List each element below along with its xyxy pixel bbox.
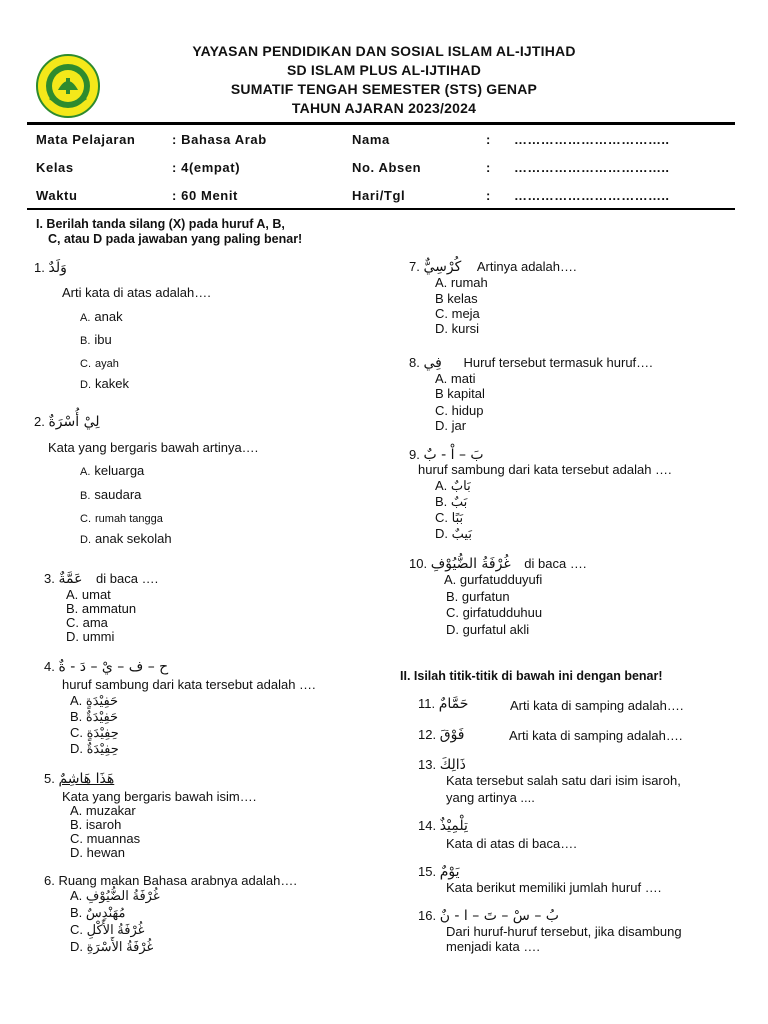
q3-option-c[interactable]: C. ama — [66, 615, 108, 630]
q5-option-b[interactable]: B. isaroh — [70, 817, 122, 832]
q9-arabic: بَ – اْ - بٌ — [423, 447, 484, 463]
q3-option-d[interactable]: D. ummi — [66, 629, 115, 644]
date-field[interactable]: …………………………….. — [514, 188, 670, 203]
q5-option-d[interactable]: D. hewan — [70, 845, 125, 860]
q9-number: 9. — [409, 447, 420, 462]
q10-number: 10. — [409, 556, 428, 571]
q1-text: Arti kata di atas adalah…. — [62, 285, 211, 300]
top-divider — [27, 122, 735, 125]
q5-text: Kata yang bergaris bawah isim…. — [62, 789, 257, 804]
q13-text-cont: yang artinya .... — [446, 790, 535, 805]
question-15 — [418, 864, 460, 880]
q11-number: 11. — [418, 696, 436, 711]
q13-arabic: ذَالِكَ — [439, 757, 466, 773]
date-label: Hari/Tgl — [352, 188, 406, 203]
question-2 — [34, 414, 100, 430]
q13-text: Kata tersebut salah satu dari isim isaroh, — [446, 773, 681, 788]
time-value: : 60 Menit — [172, 188, 238, 203]
absence-number-label: No. Absen — [352, 160, 422, 175]
q2-option-b[interactable]: B. saudara — [80, 487, 142, 502]
q8-text: Huruf tersebut termasuk huruf…. — [463, 355, 653, 370]
q8-option-b[interactable]: B kapital — [435, 386, 485, 401]
question-6: 6. Ruang makan Bahasa arabnya adalah…. — [44, 873, 297, 888]
q3-number: 3. — [44, 571, 55, 586]
date-colon: : — [486, 188, 491, 203]
q9-option-b[interactable]: B. بَبٌ — [435, 494, 468, 509]
q6-option-b[interactable]: B. مُهَنْدِسٌ — [70, 905, 126, 920]
q1-option-c[interactable]: C. ayah — [80, 358, 119, 370]
name-label: Nama — [352, 132, 390, 147]
q5-arabic: هَذَا هَاشِمٌ — [58, 771, 115, 787]
q4-text: huruf sambung dari kata tersebut adalah …. — [62, 677, 316, 692]
q7-option-c[interactable]: C. meja — [435, 306, 480, 321]
q4-option-c[interactable]: C. حِفِيْدَةٍ — [70, 725, 119, 740]
q16-number: 16. — [418, 908, 437, 923]
question-9 — [409, 447, 484, 463]
subject-label: Mata Pelajaran — [36, 132, 136, 147]
q15-arabic: يَوْمٌ — [439, 864, 460, 880]
q10-text: di baca …. — [524, 556, 587, 571]
q10-option-c[interactable]: C. girfatudduhuu — [446, 605, 543, 620]
q2-arabic: لِيْ أُسْرَةٌ — [48, 414, 100, 430]
q5-number: 5. — [44, 771, 55, 786]
q10-option-b[interactable]: B. gurfatun — [446, 589, 510, 604]
academic-year: TAHUN AJARAN 2023/2024 — [291, 100, 477, 116]
q12-arabic: فَوْقَ — [439, 727, 465, 743]
q5-option-c[interactable]: C. muannas — [70, 831, 141, 846]
absence-colon: : — [486, 160, 491, 175]
q6-option-d[interactable]: D. غُرْفَةُ الأَسْرَةِ — [70, 939, 154, 954]
question-10 — [409, 556, 586, 572]
q4-number: 4. — [44, 659, 55, 674]
q10-arabic: غُرْفَةُ الضُّيُوْفِ — [430, 556, 511, 572]
question-4 — [44, 659, 168, 675]
section-1-instruction: I. Berilah tanda silang (X) pada huruf A, B, — [36, 217, 285, 231]
q7-option-d[interactable]: D. kursi — [435, 321, 480, 336]
q16-arabic: بُ – سْ – تَ – ا - نٌ — [439, 908, 559, 924]
question-16 — [418, 908, 559, 924]
q9-option-d[interactable]: D. بَيبٌ — [435, 526, 472, 541]
question-13 — [418, 757, 466, 773]
time-label: Waktu — [36, 188, 78, 203]
section-1-instruction-cont: C, atau D pada jawaban yang paling benar! — [48, 232, 303, 246]
q3-option-a[interactable]: A. umat — [66, 587, 111, 602]
q4-option-a[interactable]: A. حَفِيْدَةٍ — [70, 693, 119, 708]
foundation-name: YAYASAN PENDIDIKAN DAN SOSIAL ISLAM AL-IJTIHAD — [192, 43, 576, 59]
q3-option-b[interactable]: B. ammatun — [66, 601, 137, 616]
q4-option-d[interactable]: D. حِفِيْدَةٌ — [70, 741, 119, 756]
q11-arabic: حَمَّامٌ — [438, 696, 469, 712]
q9-text: huruf sambung dari kata tersebut adalah …. — [418, 462, 672, 477]
q7-number: 7. — [409, 259, 420, 274]
q14-arabic: تِلْمِيْذٌ — [439, 818, 468, 834]
q1-option-b[interactable]: B. ibu — [80, 332, 112, 347]
section-2-instruction: II. Isilah titik-titik di bawah ini dengan benar! — [400, 669, 663, 683]
q15-number: 15. — [418, 864, 437, 879]
q8-number: 8. — [409, 355, 420, 370]
question-8 — [409, 355, 653, 371]
q14-number: 14. — [418, 818, 437, 833]
q16-text-cont: menjadi kata …. — [446, 939, 540, 954]
q7-text: Artinya adalah…. — [476, 259, 577, 274]
school-name: SD ISLAM PLUS AL-IJTIHAD — [286, 62, 482, 78]
subject-value: : Bahasa Arab — [172, 132, 267, 147]
q8-arabic: فِي — [423, 355, 442, 371]
q12-text: Arti kata di samping adalah…. — [509, 728, 683, 743]
question-14 — [418, 818, 468, 834]
q9-option-c[interactable]: C. بَبًا — [435, 510, 464, 525]
question-1 — [34, 260, 67, 276]
q7-arabic: كُرْسِيٌّ — [423, 259, 462, 275]
question-7 — [409, 259, 577, 275]
name-field[interactable]: …………………………….. — [514, 132, 670, 147]
bottom-divider — [27, 208, 735, 210]
q13-number: 13. — [418, 757, 437, 772]
name-colon: : — [486, 132, 491, 147]
q8-option-a[interactable]: A. mati — [435, 371, 476, 386]
q11-text: Arti kata di samping adalah…. — [510, 698, 684, 713]
q10-option-a[interactable]: A. gurfatudduyufi — [444, 572, 543, 587]
q2-option-a[interactable]: A. keluarga — [80, 463, 145, 478]
q2-number: 2. — [34, 414, 45, 429]
exam-title: SUMATIF TENGAH SEMESTER (STS) GENAP — [230, 81, 538, 97]
question-5 — [44, 771, 114, 787]
question-12 — [418, 727, 465, 743]
q8-option-c[interactable]: C. hidup — [435, 403, 484, 418]
q1-arabic: وَلَدٌ — [48, 260, 67, 276]
absence-number-field[interactable]: …………………………….. — [514, 160, 670, 175]
q4-option-b[interactable]: B. حَفِيْدَةٌ — [70, 709, 119, 724]
q1-option-a[interactable]: A. anak — [80, 309, 123, 324]
q7-option-b[interactable]: B kelas — [435, 291, 478, 306]
q9-option-a[interactable]: A. بَابٌ — [435, 478, 471, 493]
q15-text: Kata berikut memiliki jumlah huruf …. — [446, 880, 662, 895]
q3-arabic: عَمَّةٌ — [58, 571, 83, 587]
class-value: : 4(empat) — [172, 160, 241, 175]
q2-text: Kata yang bergaris bawah artinya…. — [48, 440, 259, 455]
class-label: Kelas — [36, 160, 74, 175]
q12-number: 12. — [418, 727, 437, 742]
q2-option-d[interactable]: D. anak sekolah — [80, 531, 172, 546]
q5-option-a[interactable]: A. muzakar — [70, 803, 136, 818]
q6-option-a[interactable]: A. غُرْفَةُ الضُّيُوْفِ — [70, 888, 160, 903]
q4-arabic: ح – ف – يْ – دَ - ةٌ — [58, 659, 169, 675]
q14-text: Kata di atas di baca…. — [446, 836, 577, 851]
q3-text: di baca …. — [96, 571, 159, 586]
question-11 — [418, 696, 468, 712]
q6-option-c[interactable]: C. غُرْفَةُ الأَكْلِ — [70, 922, 145, 937]
q8-option-d[interactable]: D. jar — [435, 418, 467, 433]
q16-text: Dari huruf-huruf tersebut, jika disambung — [446, 924, 682, 939]
question-3 — [44, 571, 158, 587]
q1-number: 1. — [34, 260, 45, 275]
q7-option-a[interactable]: A. rumah — [435, 275, 488, 290]
q10-option-d[interactable]: D. gurfatul akli — [446, 622, 530, 637]
q1-option-d[interactable]: D. kakek — [80, 376, 129, 391]
q2-option-c[interactable]: C. rumah tangga — [80, 513, 163, 525]
